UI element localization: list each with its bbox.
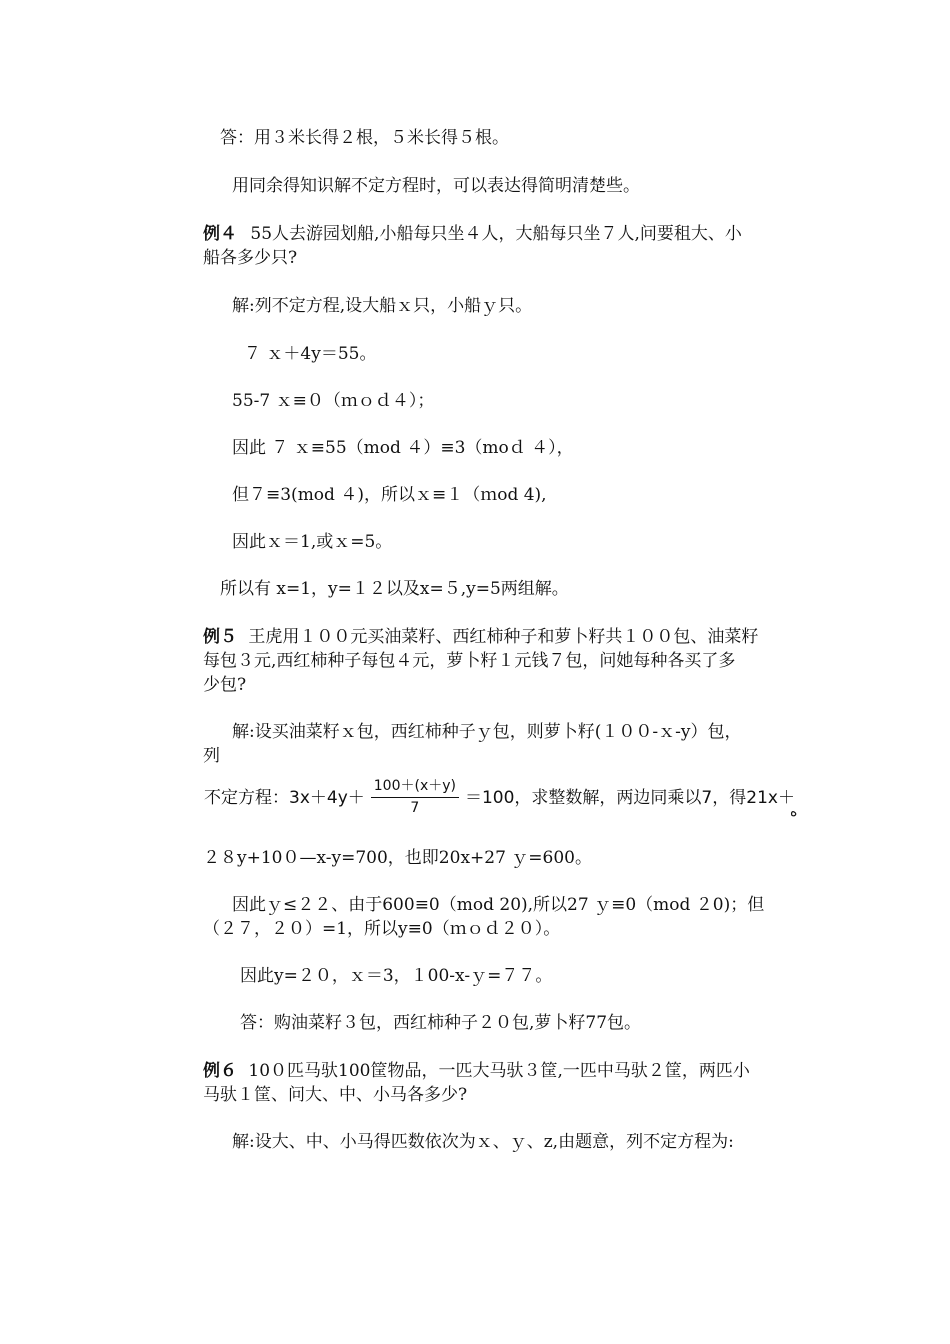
fraction-numerator: 100＋(x＋y): [371, 775, 459, 798]
solution-4-intro: 解:列不定方程,设大船ｘ只，小船ｙ只。: [232, 296, 533, 316]
equation-image: [204, 770, 804, 820]
solution-4-step-1: 55-7 ｘ≡０（ｍｏｄ４）；: [232, 391, 435, 411]
solution-5-intro: 解:设买油菜籽ｘ包，西红柿种子ｙ包，则萝卜籽(１００-ｘ-y）包，: [232, 722, 742, 742]
solution-4-equation: ７ ｘ＋4y＝55。: [244, 344, 377, 364]
example-5-line-2: 每包３元,西红柿种子每包４元，萝卜籽１元钱７包，问她每种各买了多: [203, 651, 736, 671]
solution-5-answer: 答：购油菜籽３包，西红柿种子２０包,萝卜籽77包。: [240, 1013, 642, 1033]
solution-5-step-1: ２８y+10０—x-y=700，也即20x+27 ｙ=600。: [203, 848, 592, 868]
example-6-line-2: 马驮１筐、问大、中、小马各多少?: [203, 1085, 468, 1105]
answer-line-ex3: 答：用３米长得２根，５米长得５根。: [220, 128, 509, 148]
solution-4-answer: 所以有 x=1，y=１２以及x=５,y=5两组解。: [220, 579, 569, 599]
solution-4-step-2: 因此 ７ ｘ≡55（mod ４）≡3（moｄ ４），: [232, 438, 574, 458]
example-4-label: 例４: [203, 224, 237, 244]
example-4-line-2: 船各多少只?: [203, 248, 298, 268]
solution-5-step-4: 因此y=２０，ｘ＝3，１00-x-ｙ=７７。: [240, 966, 553, 986]
example-6-line-1: [203, 1059, 750, 1083]
solution-4-step-3: 但７≡3(mod ４)，所以ｘ≡１（ｍod 4),: [232, 485, 547, 505]
equation-prefix: 不定方程：3x＋4y＋: [204, 787, 365, 808]
example-4-line-1: [203, 222, 742, 246]
solution-6-intro: 解:设大、中、小马得匹数依次为ｘ、ｙ、z,由题意，列不定方程为:: [232, 1132, 734, 1152]
example-5-label: 例５: [203, 627, 237, 647]
example-4-text: 55人去游园划船,小船每只坐４人，大船每只坐７人,问要租大、小: [250, 224, 742, 244]
equation-fraction: [371, 775, 459, 816]
remark-line: 用同余得知识解不定方程时，可以表达得简明清楚些。: [232, 176, 640, 196]
example-5-line-3: 少包?: [203, 675, 247, 695]
example-6-label: 例６: [203, 1061, 237, 1081]
fraction-denominator: 7: [410, 799, 420, 816]
example-6-text: 10０匹马驮100筐物品，一匹大马驮３筐,一匹中马驮２筐，两匹小: [248, 1061, 750, 1081]
solution-5-step-3: （２７，２０）=1，所以y≡0（ｍｏｄ２０）。: [203, 919, 561, 939]
stray-mark: ه: [790, 804, 798, 820]
solution-5-intro-cont: 列: [203, 746, 220, 766]
solution-4-step-4: 因此ｘ＝1,或ｘ=5。: [232, 532, 393, 552]
equation-suffix: ＝100，求整数解，两边同乘以7，得21x＋: [464, 787, 795, 808]
solution-5-step-2: 因此ｙ≤２２、由于600≡0（mod 20),所以27 ｙ≡0（mod ２0)；但: [232, 895, 765, 915]
example-5-line-1: [203, 625, 758, 649]
example-5-text: 王虎用１００元买油菜籽、西红柿种子和萝卜籽共１００包、油菜籽: [248, 627, 759, 647]
